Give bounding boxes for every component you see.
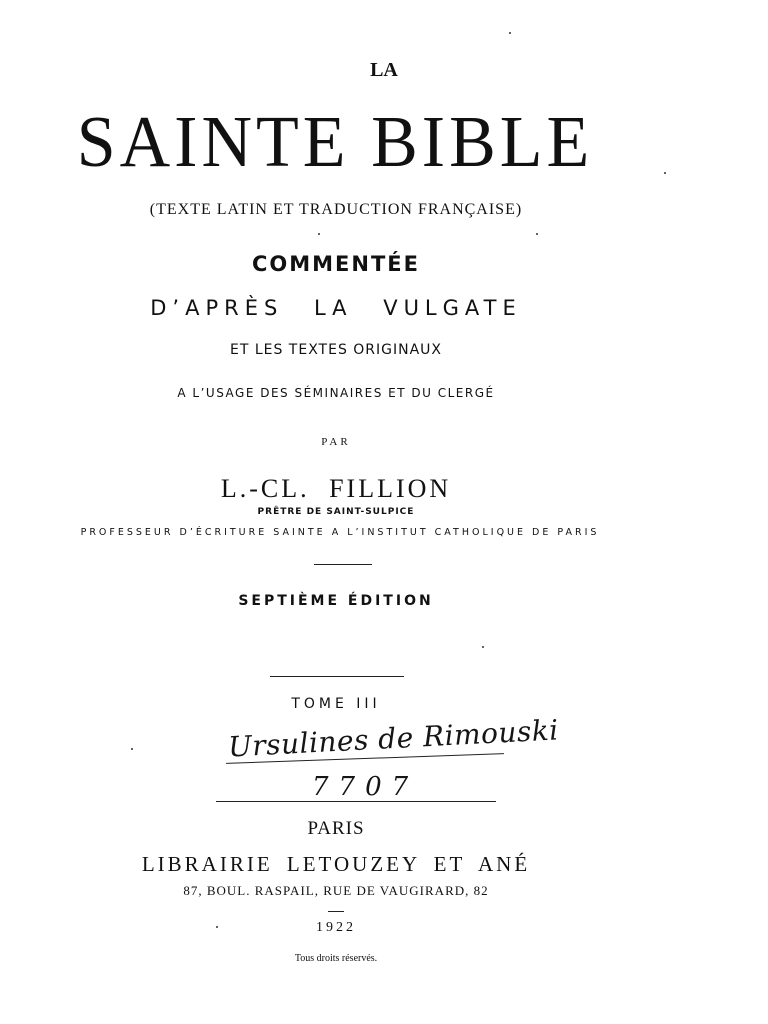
paper-speck — [131, 748, 133, 750]
paper-speck — [318, 233, 320, 235]
by-label: PAR — [321, 436, 351, 448]
paper-speck — [482, 646, 484, 648]
divider-rule — [314, 564, 372, 565]
rights-notice: Tous droits réservés. — [294, 953, 378, 964]
year-rule — [328, 911, 344, 912]
paper-speck — [216, 926, 218, 928]
volume-label: TOME III — [291, 696, 381, 712]
edition-label: SEPTIÈME ÉDITION — [238, 593, 434, 609]
paper-speck — [509, 32, 511, 34]
handwritten-catalog-number: 7707 — [312, 772, 419, 802]
usage-line: A L’USAGE DES SÉMINAIRES ET DU CLERGÉ — [177, 386, 495, 400]
publisher-name: LIBRAIRIE LETOUZEY ET ANÉ — [141, 852, 531, 876]
publisher-address: 87, BOUL. RASPAIL, RUE DE VAUGIRARD, 82 — [183, 883, 489, 898]
paper-speck — [536, 233, 538, 235]
paper-speck — [664, 172, 666, 174]
author-role-priest: PRÊTRE DE SAINT-SULPICE — [257, 507, 415, 517]
handwritten-number-rule — [216, 801, 496, 802]
book-title: SAINTE BIBLE — [76, 102, 594, 183]
publication-year: 1922 — [316, 920, 356, 935]
author-role-professor: PROFESSEUR D’ÉCRITURE SAINTE A L’INSTITUT CATHOLIQUE DE PARIS — [80, 527, 600, 538]
divider-rule — [270, 676, 404, 677]
author-name: L.-CL. FILLION — [220, 474, 452, 503]
handwritten-owner-inscription: Ursulines de Rimouski — [227, 713, 560, 764]
original-texts-line: ET LES TEXTES ORIGINAUX — [229, 342, 443, 358]
book-subtitle: (TEXTE LATIN ET TRADUCTION FRANÇAISE) — [149, 201, 523, 218]
publication-city: PARIS — [307, 818, 365, 839]
vulgate-line: D’APRÈS LA VULGATE — [150, 296, 522, 320]
title-article: LA — [370, 59, 398, 81]
commented-label: COMMENTÉE — [252, 252, 420, 276]
